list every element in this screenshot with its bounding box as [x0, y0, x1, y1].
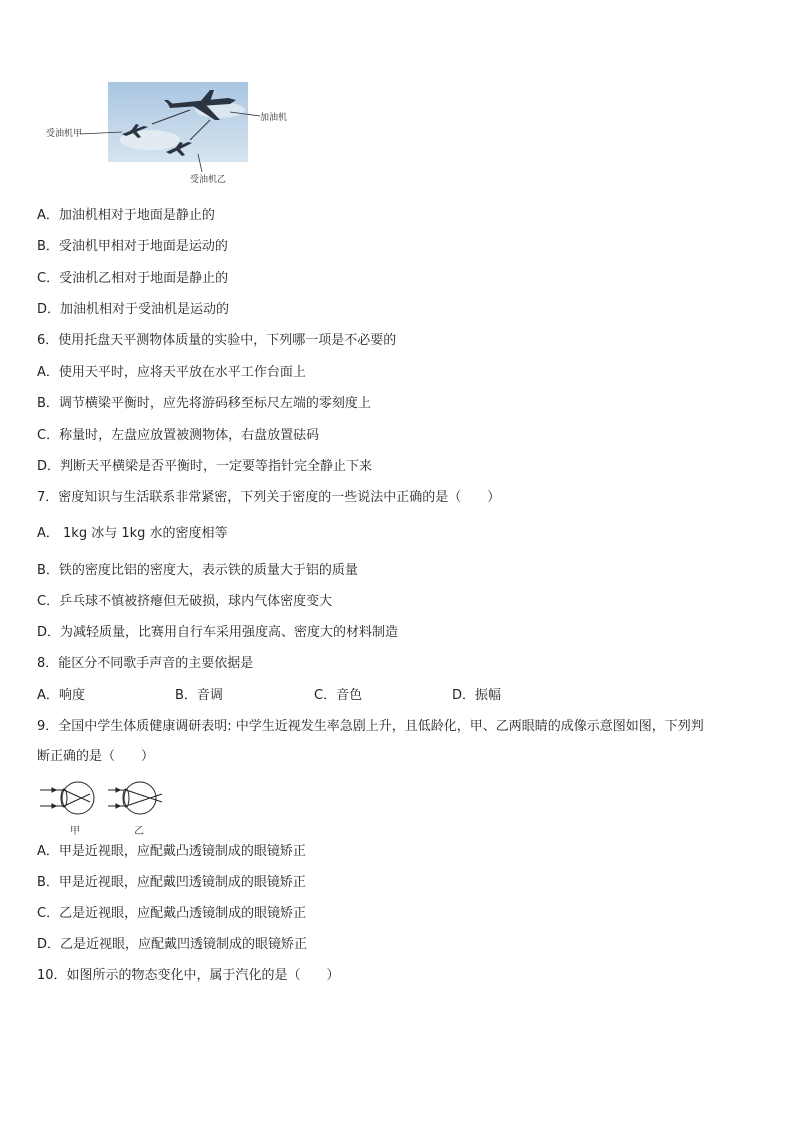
q8-option-d: D．振幅 [452, 688, 502, 703]
q9-option-c: C．乙是近视眼，应配戴凸透镜制成的眼镜矫正 [37, 906, 307, 921]
q9-option-d: D．乙是近视眼，应配戴凹透镜制成的眼镜矫正 [37, 937, 308, 952]
label-refueler: 加油机 [260, 113, 288, 123]
eye-a-label: 甲 [70, 826, 80, 837]
q7-option-a: A． 1kg 冰与 1kg 水的密度相等 [37, 526, 228, 541]
q6-stem: 6．使用托盘天平测物体质量的实验中，下列哪一项是不必要的 [37, 333, 397, 348]
aerial-refueling-figure [40, 80, 300, 188]
q9-option-a: A．甲是近视眼，应配戴凸透镜制成的眼镜矫正 [37, 844, 306, 859]
eye-diagram-figure [38, 776, 168, 837]
q8-option-a: A．响度 [37, 688, 85, 703]
eye-b-label: 乙 [134, 826, 144, 837]
q9-option-b: B．甲是近视眼，应配戴凹透镜制成的眼镜矫正 [37, 875, 306, 890]
q5-option-b: B．受油机甲相对于地面是运动的 [37, 239, 228, 254]
q5-option-a: A．加油机相对于地面是静止的 [37, 208, 215, 223]
label-receiver-a: 受油机甲 [46, 129, 83, 139]
q7-option-b: B．铁的密度比铝的密度大，表示铁的质量大于铝的质量 [37, 563, 358, 578]
q8-option-c: C．音色 [314, 688, 363, 703]
label-receiver-b: 受油机乙 [190, 175, 227, 185]
q9-stem-line1: 9．全国中学生体质健康调研表明: 中学生近视发生率急剧上升，且低龄化，甲、乙两眼睛的成像示意图如图，下列判 [37, 719, 704, 734]
q7-option-c: C．乒乓球不慎被挤瘪但无破损，球内气体密度变大 [37, 594, 333, 609]
q10-stem: 10．如图所示的物态变化中，属于汽化的是（ ） [37, 968, 340, 983]
eye-diagrams [38, 776, 168, 822]
q7-stem: 7．密度知识与生活联系非常紧密，下列关于密度的一些说法中正确的是（ ） [37, 490, 501, 505]
q6-option-d: D．判断天平横梁是否平衡时，一定要等指针完全静止下来 [37, 459, 373, 474]
q5-option-d: D．加油机相对于受油机是运动的 [37, 302, 230, 317]
q6-option-b: B．调节横梁平衡时，应先将游码移至标尺左端的零刻度上 [37, 396, 371, 411]
q8-stem: 8．能区分不同歌手声音的主要依据是 [37, 656, 254, 671]
q5-option-c: C．受油机乙相对于地面是静止的 [37, 271, 229, 286]
q7-option-d: D．为减轻质量，比赛用自行车采用强度高、密度大的材料制造 [37, 625, 399, 640]
eye-b-diagram [108, 782, 162, 814]
q6-option-a: A．使用天平时，应将天平放在水平工作台面上 [37, 365, 306, 380]
q8-option-b: B．音调 [175, 688, 223, 703]
eye-a-diagram [40, 782, 94, 814]
q6-option-c: C．称量时，左盘应放置被测物体，右盘放置砝码 [37, 428, 320, 443]
q9-stem-line2: 断正确的是（ ） [37, 749, 155, 764]
